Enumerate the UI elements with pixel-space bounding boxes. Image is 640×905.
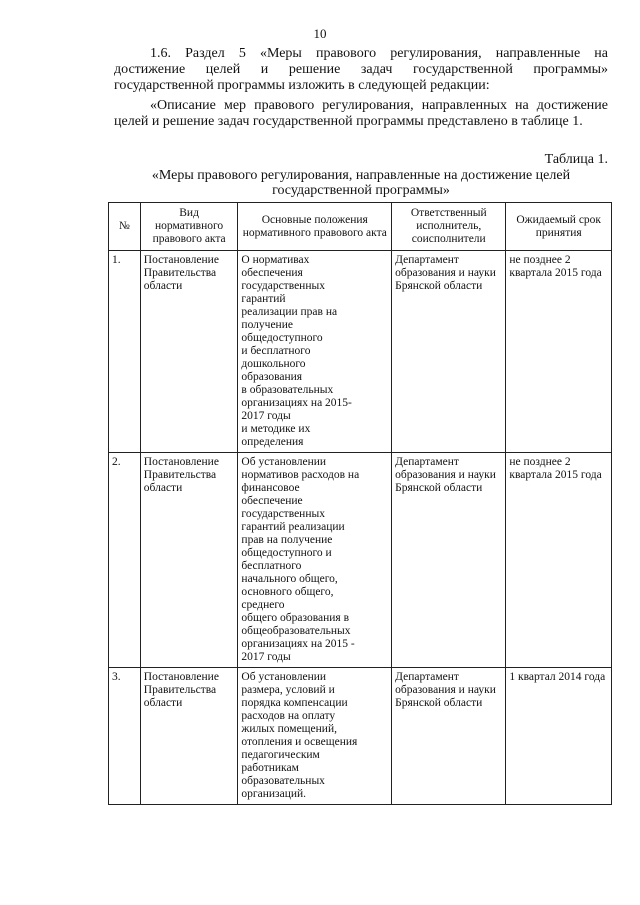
row-responsible: Департамент образования и науки Брянской области (392, 251, 506, 453)
row-provisions (238, 251, 392, 453)
provision-line: общеобразовательных (241, 625, 351, 637)
row-number: 2. (109, 453, 141, 668)
provision-line: получение (241, 319, 293, 331)
provision-line: основного общего, (241, 586, 334, 598)
provision-line: размера, условий и (241, 684, 335, 696)
provision-line: образования (241, 371, 303, 383)
table-title: «Меры правового регулирования, направленные на достижение целей государственной программы» (151, 168, 571, 198)
provision-line: организаций. (241, 788, 307, 800)
provision-line: прав на получение (241, 534, 333, 546)
row-term: не позднее 2 квартала 2015 года (506, 453, 612, 668)
provision-line: среднего (241, 599, 285, 611)
header-provisions: Основные положения нормативного правового акта (238, 203, 392, 251)
row-number: 3. (109, 668, 141, 805)
row-provisions (238, 668, 392, 805)
provision-line: определения (241, 436, 304, 448)
provision-line: расходов на оплату (241, 710, 336, 722)
provision-line: дошкольного (241, 358, 306, 370)
provision-line: организациях на 2015- (241, 397, 352, 409)
table-row (109, 668, 612, 805)
provision-line: образовательных (241, 775, 325, 787)
provision-line: обеспечение (241, 495, 303, 507)
provision-line: организациях на 2015 - (241, 638, 355, 650)
provision-line: О нормативах (241, 254, 310, 266)
table-row (109, 453, 612, 668)
provision-line: педагогическим (241, 749, 320, 761)
provision-line: и методике их (241, 423, 311, 435)
provision-line: бесплатного (241, 560, 302, 572)
row-provisions (238, 453, 392, 668)
provision-line: работникам (241, 762, 299, 774)
provision-line: обеспечения (241, 267, 303, 279)
row-act-type: Постановление Правительства области (140, 251, 238, 453)
provision-line: государственных (241, 280, 325, 292)
provision-line: финансовое (241, 482, 300, 494)
provision-line: государственных (241, 508, 325, 520)
row-act-type: Постановление Правительства области (140, 668, 238, 805)
provision-line: 2017 годы (241, 410, 291, 422)
provision-line: и бесплатного (241, 345, 311, 357)
provision-line: отопления и освещения (241, 736, 358, 748)
row-term: не позднее 2 квартала 2015 года (506, 251, 612, 453)
table-caption: Таблица 1. (544, 152, 608, 167)
provision-line: гарантий реализации (241, 521, 345, 533)
provision-line: общедоступного и (241, 547, 332, 559)
amendment-paragraph: 1.6. Раздел 5 «Меры правового регулирования, направленные на достижение целей и решение задач государственной программы» государственной программы изложить в следующей редакции: (114, 46, 608, 93)
table-row (109, 251, 612, 453)
provision-line: Об установлении (241, 456, 327, 468)
legal-measures-table (108, 202, 612, 805)
header-number: № (109, 203, 141, 251)
provision-line: начального общего, (241, 573, 338, 585)
header-term: Ожидаемый срок принятия (506, 203, 612, 251)
provision-line: реализации прав на (241, 306, 338, 318)
provision-line: общего образования в (241, 612, 350, 624)
provision-line: нормативов расходов на (241, 469, 360, 481)
provision-line: 2017 годы (241, 651, 291, 663)
provision-line: порядка компенсации (241, 697, 348, 709)
page-number: 10 (313, 26, 327, 41)
row-responsible: Департамент образования и науки Брянской области (392, 453, 506, 668)
provision-line: Об установлении (241, 671, 327, 683)
table-header-row (109, 203, 612, 251)
header-responsible: Ответственный исполнитель, соисполнители (392, 203, 506, 251)
provision-line: общедоступного (241, 332, 323, 344)
header-act-type: Вид нормативного правового акта (140, 203, 238, 251)
provision-line: жилых помещений, (241, 723, 337, 735)
row-number: 1. (109, 251, 141, 453)
row-responsible: Департамент образования и науки Брянской области (392, 668, 506, 805)
provision-line: в образовательных (241, 384, 334, 396)
provision-line: гарантий (241, 293, 286, 305)
row-act-type: Постановление Правительства области (140, 453, 238, 668)
description-paragraph: «Описание мер правового регулирования, направленных на достижение целей и решение задач государственной программы представлено в таблице 1. (114, 98, 608, 129)
row-term: 1 квартал 2014 года (506, 668, 612, 805)
